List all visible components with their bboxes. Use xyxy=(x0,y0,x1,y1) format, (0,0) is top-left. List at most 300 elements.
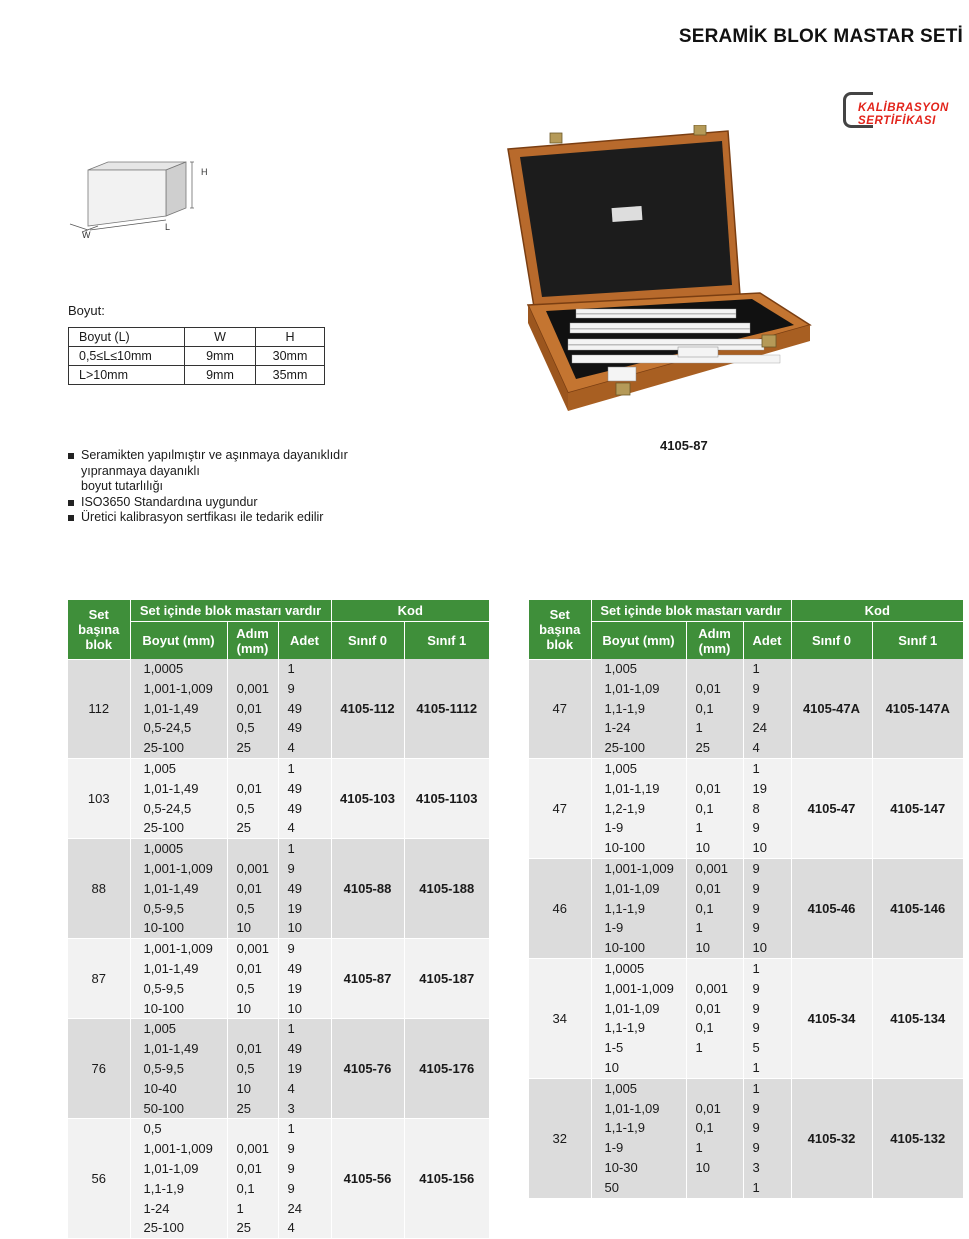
size-cell: 30mm xyxy=(256,347,325,366)
boyut-cell-line: 1,005 xyxy=(604,760,638,776)
boyut-cell-line: 0,5-9,5 xyxy=(143,900,184,916)
adim-cell xyxy=(686,958,743,1078)
boyut-cell-line: 1,001-1,009 xyxy=(143,1141,213,1157)
table-subheader-row xyxy=(68,622,489,660)
adet-cell xyxy=(743,958,791,1078)
product-photo xyxy=(498,125,818,415)
boyut-cell-line: 1-24 xyxy=(604,720,631,736)
adet-cell-line: 49 xyxy=(287,780,302,796)
adet-cell-line: 9 xyxy=(752,680,760,696)
adet-cell-line: 4 xyxy=(752,740,760,756)
adet-cell-line: 9 xyxy=(287,1160,295,1176)
adim-cell-line xyxy=(237,759,278,779)
adet-cell-line: 9 xyxy=(752,1120,760,1136)
adet-cell-line: 9 xyxy=(752,880,760,896)
adet-cell-line: 8 xyxy=(752,800,760,816)
adim-cell-line: 25 xyxy=(695,740,710,756)
adet-cell-line: 19 xyxy=(287,1060,302,1076)
header-kod: Kod xyxy=(791,600,963,622)
adim-cell-line: 0,01 xyxy=(695,880,721,896)
set-count-cell: 88 xyxy=(68,839,130,939)
feature-item xyxy=(68,495,348,511)
boyut-cell-line: 0,5-9,5 xyxy=(143,1060,184,1076)
diagram-label-h: H xyxy=(201,167,208,177)
size-header-w: W xyxy=(185,328,256,347)
size-cell: 35mm xyxy=(256,366,325,385)
set-count-cell: 103 xyxy=(68,758,130,838)
adim-cell-line: 0,1 xyxy=(695,800,714,816)
adim-cell-line xyxy=(696,1178,743,1198)
table-row xyxy=(68,1019,489,1119)
adet-cell xyxy=(278,1119,331,1239)
adet-cell-line: 10 xyxy=(752,940,767,956)
boyut-cell-line: 25-100 xyxy=(143,1220,184,1236)
header-kod: Kod xyxy=(331,600,489,622)
adet-cell-line: 19 xyxy=(287,900,302,916)
table-row xyxy=(529,659,963,758)
code-sinif1-cell: 4105-134 xyxy=(872,958,963,1078)
adim-cell-line: 25 xyxy=(236,1100,251,1116)
set-count-cell: 87 xyxy=(68,939,130,1019)
set-count-cell: 47 xyxy=(529,659,591,758)
boyut-cell-line: 1,01-1,49 xyxy=(143,880,199,896)
adim-cell-line: 10 xyxy=(695,940,710,956)
adim-cell-line: 0,5 xyxy=(236,900,255,916)
table-row xyxy=(529,958,963,1078)
size-cell: L>10mm xyxy=(69,366,185,385)
boyut-cell-line: 0,5-24,5 xyxy=(143,800,192,816)
page-title: SERAMİK BLOK MASTAR SETİ xyxy=(678,26,963,47)
adet-cell-line: 9 xyxy=(752,1020,760,1036)
adim-cell-line xyxy=(237,659,278,679)
code-sinif1-cell: 4105-147 xyxy=(872,758,963,858)
boyut-cell-line: 1,0005 xyxy=(604,960,645,976)
boyut-cell-line: 1,01-1,49 xyxy=(143,780,199,796)
adet-cell-line: 9 xyxy=(752,1000,760,1016)
adet-cell-line: 49 xyxy=(287,800,302,816)
adim-cell-line: 0,01 xyxy=(236,1041,262,1057)
boyut-cell-line: 10-100 xyxy=(143,1000,184,1016)
code-sinif1-cell: 4105-176 xyxy=(404,1019,489,1119)
certificate-logo-line2: SERTİFİKASI xyxy=(858,115,936,127)
adim-cell-line: 0,01 xyxy=(695,1100,721,1116)
adet-cell xyxy=(743,758,791,858)
adim-cell-line: 0,01 xyxy=(236,780,262,796)
adim-cell-line: 0,001 xyxy=(236,941,270,957)
gauge-set-table-right xyxy=(529,600,963,1199)
boyut-cell-line: 1-9 xyxy=(604,820,624,836)
code-sinif0-cell: 4105-46 xyxy=(791,858,872,958)
adet-cell-line: 24 xyxy=(752,720,767,736)
boyut-cell-line: 1,001-1,009 xyxy=(143,941,213,957)
boyut-cell-line: 10-40 xyxy=(143,1080,177,1096)
header-adim: Adım (mm) xyxy=(227,622,278,660)
boyut-cell-line: 1,001-1,009 xyxy=(143,680,213,696)
adim-cell-line xyxy=(696,659,743,679)
certificate-logo-line1: KALİBRASYON xyxy=(858,102,949,114)
adim-cell xyxy=(227,758,278,838)
boyut-cell-line: 1,005 xyxy=(143,1021,177,1037)
block-dimension-diagram xyxy=(62,150,232,250)
boyut-cell-line: 10-100 xyxy=(143,920,184,936)
boyut-cell-line: 1-9 xyxy=(604,920,624,936)
adim-cell-line: 0,1 xyxy=(236,1180,255,1196)
boyut-cell-line: 1,1-1,9 xyxy=(604,1020,645,1036)
boyut-cell-line: 50-100 xyxy=(143,1100,184,1116)
set-count-cell: 46 xyxy=(529,858,591,958)
size-header-boyut: Boyut (L) xyxy=(69,328,185,347)
boyut-cell-line: 1-24 xyxy=(143,1200,170,1216)
code-sinif0-cell: 4105-76 xyxy=(331,1019,404,1119)
adim-cell xyxy=(227,1019,278,1119)
adim-cell-line: 0,01 xyxy=(695,780,721,796)
boyut-cell-line: 1,0005 xyxy=(143,661,184,676)
boyut-cell-line: 1-5 xyxy=(604,1040,624,1056)
adet-cell-line: 1 xyxy=(752,1080,760,1096)
adet-cell-line: 10 xyxy=(287,1000,302,1016)
adim-cell-line: 10 xyxy=(236,920,251,936)
adim-cell-line: 25 xyxy=(236,820,251,836)
adim-cell-line xyxy=(696,1079,743,1099)
adet-cell-line: 3 xyxy=(752,1159,760,1175)
boyut-cell-line: 0,5-9,5 xyxy=(143,980,184,996)
feature-text: Seramikten yapılmıştır ve aşınmaya dayanıklıdır xyxy=(81,448,348,462)
code-sinif0-cell: 4105-87 xyxy=(331,939,404,1019)
certificate-logo xyxy=(843,92,967,130)
boyut-cell xyxy=(591,1078,686,1198)
adim-cell-line: 0,1 xyxy=(695,1020,714,1036)
boyut-cell-line: 10 xyxy=(604,1059,619,1075)
adet-cell xyxy=(278,659,331,758)
feature-item xyxy=(68,510,348,526)
header-group: Set içinde blok mastarı vardır xyxy=(130,600,331,622)
adet-cell-line: 9 xyxy=(752,1140,760,1156)
adet-cell-line: 1 xyxy=(287,1021,295,1037)
set-count-cell: 76 xyxy=(68,1019,130,1119)
code-sinif1-cell: 4105-1112 xyxy=(404,659,489,758)
adim-cell xyxy=(227,939,278,1019)
boyut-cell-line: 1,0005 xyxy=(143,841,184,857)
feature-list xyxy=(68,448,348,526)
adim-cell-line: 10 xyxy=(236,1000,251,1016)
adet-cell-line: 9 xyxy=(287,941,295,957)
adet-cell-line: 49 xyxy=(287,720,302,736)
adet-cell xyxy=(278,758,331,838)
adim-cell-line: 10 xyxy=(695,840,710,856)
adet-cell-line: 1 xyxy=(752,1059,760,1075)
adet-cell xyxy=(743,659,791,758)
adet-cell-line: 9 xyxy=(752,920,760,936)
table-header-row xyxy=(529,600,963,622)
boyut-cell-line: 1,2-1,9 xyxy=(604,800,645,816)
boyut-cell-line: 10-100 xyxy=(604,840,645,856)
adet-cell-line: 1 xyxy=(752,661,760,676)
size-section-label: Boyut: xyxy=(68,303,105,318)
adim-cell-line: 0,01 xyxy=(695,680,721,696)
adim-cell-line: 0,001 xyxy=(236,680,270,696)
adim-cell xyxy=(227,1119,278,1239)
adim-cell-line: 1 xyxy=(236,1200,244,1216)
feature-text: ISO3650 Standardına uygundur xyxy=(81,494,258,509)
adim-cell-line xyxy=(696,759,743,779)
adim-cell-line xyxy=(237,1119,278,1139)
boyut-cell-line: 1,005 xyxy=(604,1080,638,1096)
gauge-set-table-left xyxy=(68,600,489,1239)
boyut-cell-line: 25-100 xyxy=(143,740,184,756)
adet-cell-line: 1 xyxy=(287,841,295,857)
header-sinif1: Sınıf 1 xyxy=(404,622,489,660)
header-sinif1: Sınıf 1 xyxy=(872,622,963,660)
size-header-h: H xyxy=(256,328,325,347)
table-subheader-row xyxy=(529,622,963,660)
adet-cell xyxy=(278,939,331,1019)
boyut-cell-line: 25-100 xyxy=(604,740,645,756)
code-sinif0-cell: 4105-47 xyxy=(791,758,872,858)
boyut-cell-line: 1,01-1,09 xyxy=(143,1160,199,1176)
adet-cell-line: 1 xyxy=(752,760,760,776)
adet-cell-line: 9 xyxy=(287,680,295,696)
size-table-header xyxy=(69,328,325,347)
adet-cell-line: 19 xyxy=(752,780,767,796)
adim-cell-line: 0,01 xyxy=(236,1160,262,1176)
set-count-cell: 56 xyxy=(68,1119,130,1239)
product-code: 4105-87 xyxy=(660,438,708,453)
code-sinif0-cell: 4105-112 xyxy=(331,659,404,758)
header-boyut: Boyut (mm) xyxy=(591,622,686,660)
header-sinif0: Sınıf 0 xyxy=(791,622,872,660)
adim-cell-line: 0,01 xyxy=(236,700,262,716)
header-adim: Adım (mm) xyxy=(686,622,743,660)
diagram-label-w: W xyxy=(82,230,91,240)
header-boyut: Boyut (mm) xyxy=(130,622,227,660)
boyut-cell xyxy=(591,758,686,858)
square-bullet-icon xyxy=(68,500,74,506)
boyut-cell xyxy=(591,659,686,758)
adim-cell xyxy=(686,659,743,758)
adet-cell-line: 9 xyxy=(287,1141,295,1157)
boyut-cell-line: 1,01-1,49 xyxy=(143,960,199,976)
boyut-cell-line: 0,5-24,5 xyxy=(143,720,192,736)
boyut-cell-line: 1,01-1,49 xyxy=(143,700,199,716)
adim-cell xyxy=(686,1078,743,1198)
adet-cell-line: 49 xyxy=(287,700,302,716)
set-count-cell: 34 xyxy=(529,958,591,1078)
adim-cell-line: 0,01 xyxy=(236,960,262,976)
feature-text: boyut tutarlılığı xyxy=(81,479,163,493)
adet-cell-line: 4 xyxy=(287,1220,295,1236)
boyut-cell xyxy=(130,939,227,1019)
adet-cell-line: 9 xyxy=(752,860,760,876)
adim-cell xyxy=(227,659,278,758)
adet-cell-line: 4 xyxy=(287,740,295,756)
code-sinif0-cell: 4105-88 xyxy=(331,839,404,939)
adet-cell-line: 3 xyxy=(287,1100,295,1116)
boyut-cell xyxy=(130,839,227,939)
table-row xyxy=(529,758,963,858)
boyut-cell xyxy=(130,659,227,758)
boyut-cell-line: 10-30 xyxy=(604,1159,638,1175)
adet-cell xyxy=(278,839,331,939)
set-count-cell: 112 xyxy=(68,659,130,758)
code-sinif1-cell: 4105-147A xyxy=(872,659,963,758)
size-table xyxy=(68,327,325,385)
boyut-cell xyxy=(130,1119,227,1239)
code-sinif1-cell: 4105-156 xyxy=(404,1119,489,1239)
adim-cell-line: 10 xyxy=(236,1080,251,1096)
boyut-cell xyxy=(130,1019,227,1119)
size-cell: 0,5≤L≤10mm xyxy=(69,347,185,366)
adim-cell-line: 25 xyxy=(236,740,251,756)
adet-cell-line: 49 xyxy=(287,1041,302,1057)
adim-cell-line: 1 xyxy=(695,1140,703,1156)
adim-cell-line: 0,5 xyxy=(236,800,255,816)
adim-cell-line: 0,5 xyxy=(236,980,255,996)
table-row xyxy=(68,659,489,758)
table-row xyxy=(68,758,489,838)
boyut-cell-line: 10-100 xyxy=(604,940,645,956)
code-sinif0-cell: 4105-56 xyxy=(331,1119,404,1239)
adet-cell-line: 49 xyxy=(287,880,302,896)
size-table-row xyxy=(69,347,325,366)
code-sinif1-cell: 4105-188 xyxy=(404,839,489,939)
code-sinif1-cell: 4105-1103 xyxy=(404,758,489,838)
adim-cell-line: 0,5 xyxy=(236,720,255,736)
boyut-cell-line: 1,1-1,9 xyxy=(604,900,645,916)
adet-cell-line: 9 xyxy=(287,860,295,876)
code-sinif0-cell: 4105-32 xyxy=(791,1078,872,1198)
boyut-cell-line: 1,001-1,009 xyxy=(604,860,674,876)
adet-cell-line: 24 xyxy=(287,1200,302,1216)
adet-cell-line: 1 xyxy=(287,661,295,676)
adim-cell-line: 1 xyxy=(695,820,703,836)
adet-cell-line: 4 xyxy=(287,1080,295,1096)
adim-cell-line: 25 xyxy=(236,1220,251,1236)
adim-cell-line xyxy=(237,839,278,859)
adim-cell xyxy=(686,858,743,958)
table-row xyxy=(68,939,489,1019)
adet-cell-line: 9 xyxy=(752,980,760,996)
feature-item xyxy=(68,448,348,495)
set-count-cell: 47 xyxy=(529,758,591,858)
adet-cell-line: 1 xyxy=(287,1121,295,1137)
adim-cell-line: 0,01 xyxy=(695,1000,721,1016)
boyut-cell-line: 1,005 xyxy=(143,760,177,776)
square-bullet-icon xyxy=(68,515,74,521)
code-sinif1-cell: 4105-187 xyxy=(404,939,489,1019)
adim-cell-line: 0,001 xyxy=(695,860,729,876)
adim-cell-line xyxy=(696,959,743,979)
adim-cell-line: 0,1 xyxy=(695,700,714,716)
adim-cell-line: 0,001 xyxy=(236,1141,270,1157)
size-cell: 9mm xyxy=(185,366,256,385)
adim-cell-line: 0,1 xyxy=(695,900,714,916)
adim-cell-line xyxy=(237,1019,278,1039)
boyut-cell-line: 1,1-1,9 xyxy=(143,1180,184,1196)
boyut-cell-line: 1,01-1,09 xyxy=(604,880,660,896)
adim-cell xyxy=(686,758,743,858)
boyut-cell-line: 1,1-1,9 xyxy=(604,1120,645,1136)
boyut-cell-line: 1,01-1,49 xyxy=(143,1041,199,1057)
adim-cell-line: 1 xyxy=(695,1040,703,1056)
adet-cell-line: 19 xyxy=(287,980,302,996)
adim-cell-line: 1 xyxy=(695,720,703,736)
code-sinif0-cell: 4105-47A xyxy=(791,659,872,758)
feature-text: Üretici kalibrasyon sertfikası ile tedarik edilir xyxy=(81,510,324,524)
table-row xyxy=(529,858,963,958)
adim-cell-line: 0,001 xyxy=(695,980,729,996)
set-count-cell: 32 xyxy=(529,1078,591,1198)
adet-cell-line: 1 xyxy=(752,960,760,976)
adet-cell-line: 49 xyxy=(287,960,302,976)
adim-cell-line: 0,1 xyxy=(695,1120,714,1136)
adim-cell-line: 0,5 xyxy=(236,1060,255,1076)
code-sinif1-cell: 4105-146 xyxy=(872,858,963,958)
boyut-cell-line: 0,5 xyxy=(143,1121,162,1137)
table-row xyxy=(68,839,489,939)
adet-cell-line: 9 xyxy=(752,900,760,916)
boyut-cell-line: 1,001-1,009 xyxy=(604,980,674,996)
boyut-cell-line: 1,01-1,09 xyxy=(604,680,660,696)
header-set: Set başına blok xyxy=(529,600,591,659)
boyut-cell-line: 1,01-1,09 xyxy=(604,1100,660,1116)
adet-cell-line: 9 xyxy=(752,700,760,716)
header-set: Set başına blok xyxy=(68,600,130,659)
boyut-cell-line: 1,001-1,009 xyxy=(143,860,213,876)
adet-cell-line: 9 xyxy=(752,1100,760,1116)
boyut-cell-line: 1,005 xyxy=(604,661,638,676)
boyut-cell-line: 1,1-1,9 xyxy=(604,700,645,716)
size-table-row xyxy=(69,366,325,385)
boyut-cell-line: 1,01-1,19 xyxy=(604,780,660,796)
boyut-cell xyxy=(591,958,686,1078)
diagram-label-l: L xyxy=(165,222,171,232)
adet-cell-line: 9 xyxy=(752,820,760,836)
adim-cell-line: 0,01 xyxy=(236,880,262,896)
table-row xyxy=(68,1119,489,1239)
adet-cell xyxy=(278,1019,331,1119)
adet-cell-line: 9 xyxy=(287,1180,295,1196)
size-cell: 9mm xyxy=(185,347,256,366)
adet-cell-line: 4 xyxy=(287,820,295,836)
table-header-row xyxy=(68,600,489,622)
feature-text: yıpranmaya dayanıklı xyxy=(81,463,200,478)
boyut-cell-line: 25-100 xyxy=(143,820,184,836)
adet-cell xyxy=(743,858,791,958)
header-group: Set içinde blok mastarı vardır xyxy=(591,600,791,622)
boyut-cell xyxy=(130,758,227,838)
boyut-cell-line: 50 xyxy=(604,1179,619,1195)
header-sinif0: Sınıf 0 xyxy=(331,622,404,660)
adim-cell xyxy=(227,839,278,939)
boyut-cell xyxy=(591,858,686,958)
adet-cell-line: 5 xyxy=(752,1040,760,1056)
adim-cell-line: 10 xyxy=(695,1159,710,1175)
adet-cell-line: 1 xyxy=(752,1179,760,1195)
square-bullet-icon xyxy=(68,453,74,459)
code-sinif0-cell: 4105-34 xyxy=(791,958,872,1078)
boyut-cell-line: 1-9 xyxy=(604,1140,624,1156)
code-sinif0-cell: 4105-103 xyxy=(331,758,404,838)
adet-cell-line: 10 xyxy=(752,840,767,856)
boyut-cell-line: 1,01-1,09 xyxy=(604,1000,660,1016)
table-row xyxy=(529,1078,963,1198)
adet-cell xyxy=(743,1078,791,1198)
header-adet: Adet xyxy=(278,622,331,660)
code-sinif1-cell: 4105-132 xyxy=(872,1078,963,1198)
adim-cell-line xyxy=(696,1058,743,1078)
adim-cell-line: 1 xyxy=(695,920,703,936)
adet-cell-line: 10 xyxy=(287,920,302,936)
